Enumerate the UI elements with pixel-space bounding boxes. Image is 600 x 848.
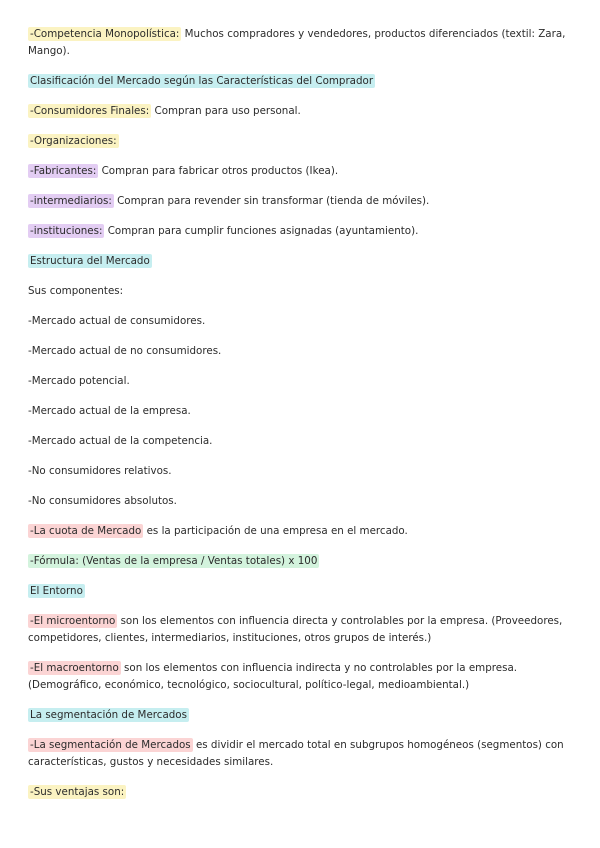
term-cuota-mercado: -La cuota de Mercado	[30, 525, 142, 537]
term-sus-ventajas: -Sus ventajas son:	[30, 786, 125, 798]
term-intermediarios: -intermediarios:	[30, 195, 112, 207]
definition-text: Compran para fabricar otros productos (Ikea).	[98, 165, 339, 177]
line-organizaciones	[28, 133, 568, 150]
section-heading: Estructura del Mercado	[30, 255, 150, 267]
list-item	[28, 493, 568, 510]
line-macroentorno	[28, 660, 568, 694]
list-item	[28, 433, 568, 450]
term-organizaciones: -Organizaciones:	[30, 135, 117, 147]
definition-text: Muchos compradores y vendedores, productos diferenciados (textil: Zara, Mango).	[28, 28, 566, 57]
list-item	[28, 313, 568, 330]
definition-text: Compran para cumplir funciones asignadas (ayuntamiento).	[104, 225, 419, 237]
line-sus-componentes	[28, 283, 568, 300]
heading-estructura	[28, 253, 568, 270]
definition-text: son los elementos con influencia directa y controlables por la empresa. (Proveedores, competidores, clientes, intermediarios, instituciones, otros grupos de interés.)	[28, 615, 563, 644]
plain-text: -Mercado actual de la competencia.	[28, 435, 213, 447]
line-instituciones	[28, 223, 568, 240]
term-fabricantes: -Fabricantes:	[30, 165, 97, 177]
term-microentorno: -El microentorno	[30, 615, 116, 627]
line-competencia-monopolistica	[28, 26, 568, 60]
line-intermediarios	[28, 193, 568, 210]
list-item	[28, 403, 568, 420]
heading-segmentacion	[28, 707, 568, 724]
heading-clasificacion	[28, 73, 568, 90]
section-heading: Clasificación del Mercado según las Características del Comprador	[30, 75, 374, 87]
line-formula	[28, 553, 568, 570]
section-heading: La segmentación de Mercados	[30, 709, 187, 721]
formula-text: -Fórmula: (Ventas de la empresa / Ventas totales) x 100	[30, 555, 318, 567]
list-item	[28, 343, 568, 360]
definition-text: es dividir el mercado total en subgrupos homogéneos (segmentos) con características, gustos y necesidades similares.	[28, 739, 564, 768]
term-instituciones: -instituciones:	[30, 225, 103, 237]
list-item	[28, 373, 568, 390]
line-consumidores-finales	[28, 103, 568, 120]
list-item	[28, 463, 568, 480]
line-segmentacion-definicion	[28, 737, 568, 771]
line-microentorno	[28, 613, 568, 647]
heading-entorno	[28, 583, 568, 600]
term-competencia-monopolistica: -Competencia Monopolística:	[30, 28, 180, 40]
line-cuota-mercado	[28, 523, 568, 540]
plain-text: -Mercado actual de no consumidores.	[28, 345, 222, 357]
definition-text: es la participación de una empresa en el mercado.	[143, 525, 408, 537]
term-macroentorno: -El macroentorno	[30, 662, 119, 674]
plain-text: -No consumidores absolutos.	[28, 495, 177, 507]
definition-text: Compran para uso personal.	[151, 105, 301, 117]
document-page	[28, 26, 568, 801]
plain-text: -Mercado potencial.	[28, 375, 130, 387]
line-sus-ventajas	[28, 784, 568, 801]
plain-text: -Mercado actual de consumidores.	[28, 315, 206, 327]
plain-text: Sus componentes:	[28, 285, 124, 297]
definition-text: son los elementos con influencia indirecta y no controlables por la empresa. (Demográfico, económico, tecnológico, sociocultural, político-legal, medioambiental.)	[28, 662, 518, 691]
plain-text: -No consumidores relativos.	[28, 465, 172, 477]
term-consumidores-finales: -Consumidores Finales:	[30, 105, 150, 117]
term-segmentacion: -La segmentación de Mercados	[30, 739, 191, 751]
plain-text: -Mercado actual de la empresa.	[28, 405, 191, 417]
line-fabricantes	[28, 163, 568, 180]
section-heading: El Entorno	[30, 585, 83, 597]
definition-text: Compran para revender sin transformar (tienda de móviles).	[113, 195, 430, 207]
